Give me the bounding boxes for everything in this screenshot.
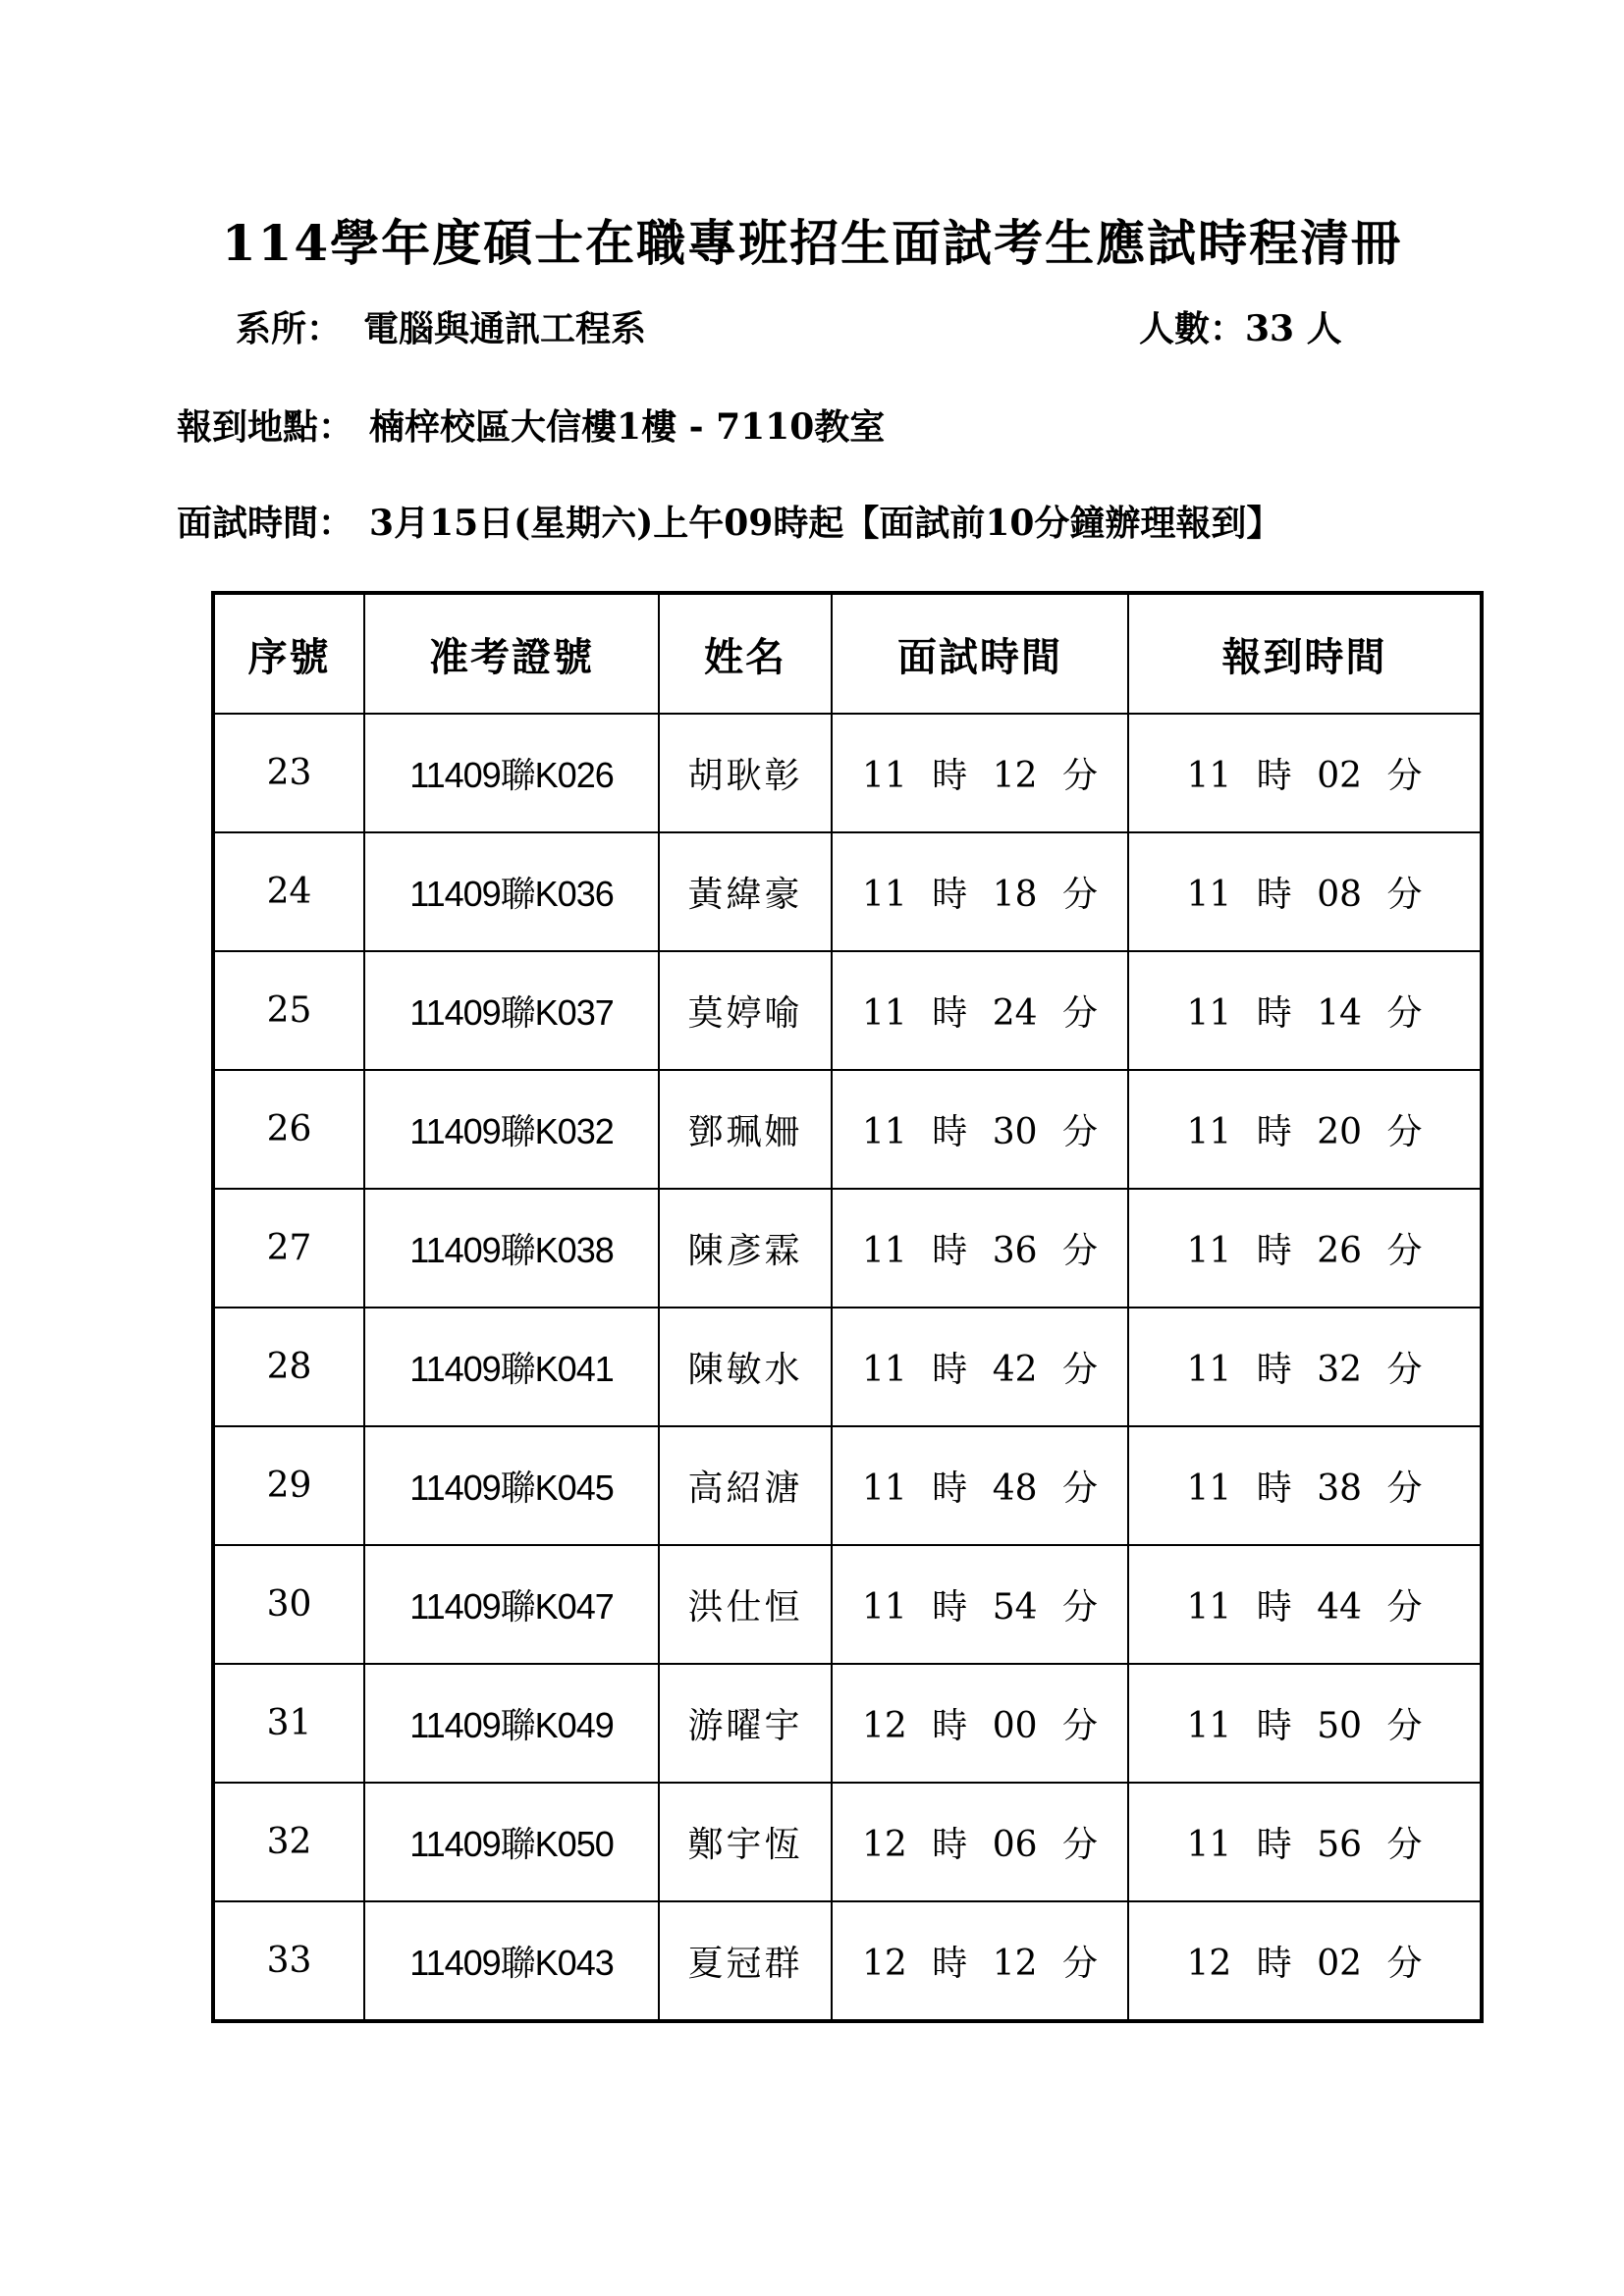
location-label: 報到地點： [177, 406, 354, 448]
name-cell: 游曜宇 [659, 1664, 832, 1783]
check-in-time-cell: 11 時 02 分 [1128, 714, 1482, 832]
headcount: 人數：33 人 [1139, 308, 1342, 349]
interview-time-value: 3月15日(星期六)上午09時起【面試前10分鐘辦理報到】 [369, 503, 1282, 544]
table-row [213, 1901, 1482, 2021]
serial-cell: 28 [213, 1308, 364, 1426]
check-in-time-cell: 12 時 02 分 [1128, 1901, 1482, 2021]
table-row [213, 1189, 1482, 1308]
serial-cell: 33 [213, 1901, 364, 2021]
exam-number-cell: 11409聯K045 [364, 1426, 659, 1545]
serial-cell: 30 [213, 1545, 364, 1664]
name-cell: 陳彥霖 [659, 1189, 832, 1308]
header-interview-time: 面試時間 [832, 593, 1128, 714]
interview-time-cell: 11 時 54 分 [832, 1545, 1128, 1664]
exam-number-cell: 11409聯K041 [364, 1308, 659, 1426]
interview-time-cell: 11 時 24 分 [832, 951, 1128, 1070]
table-row [213, 832, 1482, 951]
serial-cell: 26 [213, 1070, 364, 1189]
serial-cell: 27 [213, 1189, 364, 1308]
interview-time-cell: 12 時 06 分 [832, 1783, 1128, 1901]
interview-time-cell: 11 時 30 分 [832, 1070, 1128, 1189]
exam-number-cell: 11409聯K038 [364, 1189, 659, 1308]
table-row [213, 1426, 1482, 1545]
interview-time-line [177, 496, 1281, 546]
header-name: 姓名 [659, 593, 832, 714]
check-in-time-cell: 11 時 32 分 [1128, 1308, 1482, 1426]
serial-cell: 24 [213, 832, 364, 951]
exam-number-cell: 11409聯K032 [364, 1070, 659, 1189]
table-row [213, 1545, 1482, 1664]
interview-time-cell: 11 時 12 分 [832, 714, 1128, 832]
check-in-time-cell: 11 時 20 分 [1128, 1070, 1482, 1189]
name-cell: 高紹溏 [659, 1426, 832, 1545]
name-cell: 胡耿彰 [659, 714, 832, 832]
check-in-time-cell: 11 時 14 分 [1128, 951, 1482, 1070]
name-cell: 陳敏水 [659, 1308, 832, 1426]
table-row [213, 714, 1482, 832]
serial-cell: 32 [213, 1783, 364, 1901]
serial-cell: 31 [213, 1664, 364, 1783]
name-cell: 夏冠群 [659, 1901, 832, 2021]
interview-time-cell: 12 時 12 分 [832, 1901, 1128, 2021]
schedule-table [211, 591, 1484, 2023]
interview-time-cell: 12 時 00 分 [832, 1664, 1128, 1783]
exam-number-cell: 11409聯K049 [364, 1664, 659, 1783]
name-cell: 莫婷喻 [659, 951, 832, 1070]
check-in-time-cell: 11 時 08 分 [1128, 832, 1482, 951]
exam-number-cell: 11409聯K036 [364, 832, 659, 951]
table-row [213, 1070, 1482, 1189]
name-cell: 黃緯豪 [659, 832, 832, 951]
interview-time-cell: 11 時 36 分 [832, 1189, 1128, 1308]
check-in-time-cell: 11 時 38 分 [1128, 1426, 1482, 1545]
exam-number-cell: 11409聯K037 [364, 951, 659, 1070]
serial-cell: 25 [213, 951, 364, 1070]
header-serial: 序號 [213, 593, 364, 714]
check-in-time-cell: 11 時 56 分 [1128, 1783, 1482, 1901]
exam-number-cell: 11409聯K047 [364, 1545, 659, 1664]
department-line [236, 301, 646, 351]
interview-time-cell: 11 時 18 分 [832, 832, 1128, 951]
interview-time-cell: 11 時 48 分 [832, 1426, 1128, 1545]
exam-number-cell: 11409聯K026 [364, 714, 659, 832]
location-value: 楠梓校區大信樓1樓 - 7110教室 [369, 406, 886, 448]
check-in-time-cell: 11 時 50 分 [1128, 1664, 1482, 1783]
exam-number-cell: 11409聯K050 [364, 1783, 659, 1901]
table-row [213, 1308, 1482, 1426]
table-row [213, 1783, 1482, 1901]
name-cell: 鄭宇恆 [659, 1783, 832, 1901]
exam-number-cell: 11409聯K043 [364, 1901, 659, 2021]
table-row [213, 1664, 1482, 1783]
page-title: 114學年度碩士在職專班招生面試考生應試時程清冊 [221, 214, 1403, 272]
header-check-in-time: 報到時間 [1128, 593, 1482, 714]
check-in-time-cell: 11 時 44 分 [1128, 1545, 1482, 1664]
table-row [213, 951, 1482, 1070]
department-label: 系所： [236, 308, 343, 349]
name-cell: 鄧珮姍 [659, 1070, 832, 1189]
check-in-location-line [177, 400, 885, 450]
header-exam-number: 准考證號 [364, 593, 659, 714]
serial-cell: 29 [213, 1426, 364, 1545]
interview-time-label: 面試時間： [177, 503, 354, 544]
name-cell: 洪仕恒 [659, 1545, 832, 1664]
interview-time-cell: 11 時 42 分 [832, 1308, 1128, 1426]
table-header-row [213, 593, 1482, 714]
check-in-time-cell: 11 時 26 分 [1128, 1189, 1482, 1308]
department-value: 電腦與通訊工程系 [363, 308, 647, 349]
serial-cell: 23 [213, 714, 364, 832]
